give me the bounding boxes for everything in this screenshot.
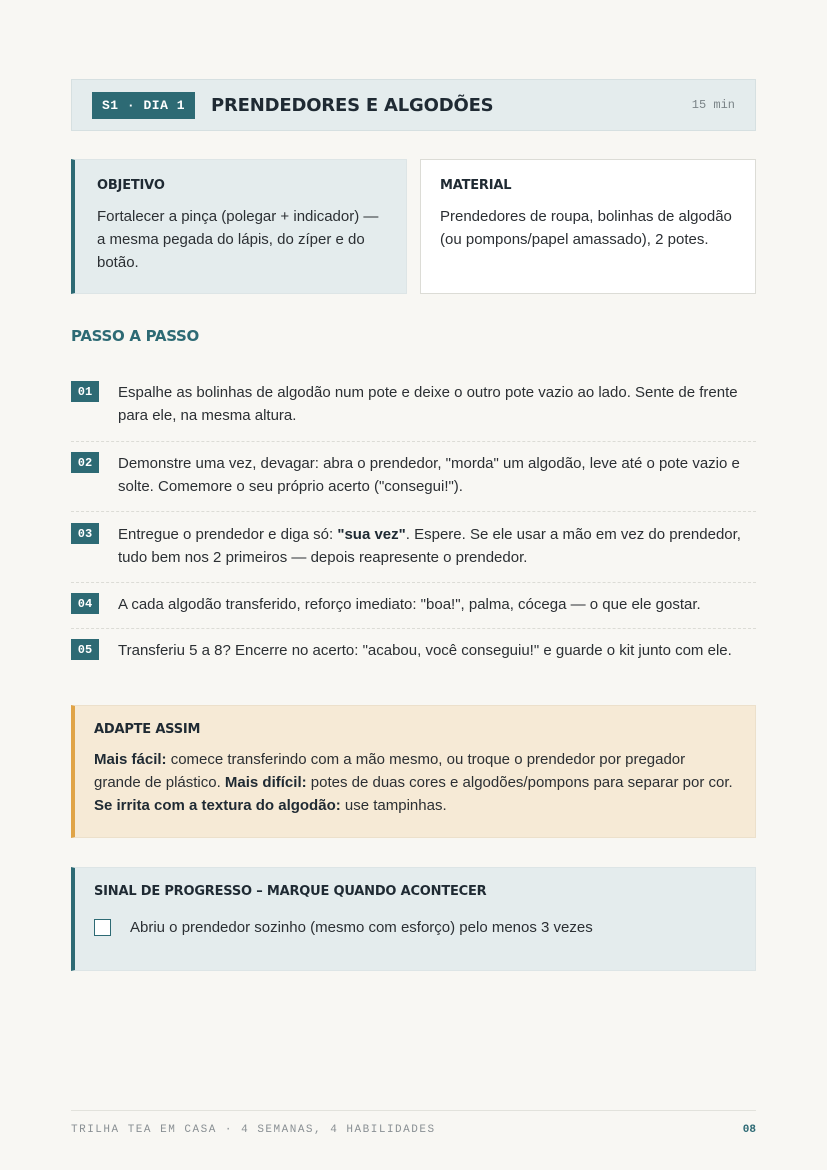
step-item xyxy=(71,512,756,583)
activity-title: PRENDEDORES E ALGODÕES xyxy=(211,94,494,116)
progress-checkbox[interactable] xyxy=(94,919,111,936)
step-text-emphasis: "sua vez" xyxy=(337,526,406,543)
progress-box xyxy=(71,867,756,971)
page-number: 08 xyxy=(742,1124,756,1136)
step-number: 05 xyxy=(71,639,99,660)
step-item xyxy=(71,629,756,662)
progress-label: SINAL DE PROGRESSO – MARQUE QUANDO ACONTECER xyxy=(94,884,487,899)
step-text xyxy=(118,523,756,569)
footer-title: TRILHA TEA EM CASA · 4 SEMANAS, 4 HABILIDADES xyxy=(71,1124,436,1136)
step-text-part: . Espere. Se ele usar a mão em vez do prendedor, tudo bem nos 2 primeiros — depois reapresente o prendedor. xyxy=(118,526,741,566)
objective-box xyxy=(71,159,407,294)
step-number: 02 xyxy=(71,452,99,473)
objective-text: Fortalecer a pinça (polegar + indicador) — a mesma pegada do lápis, do zíper e do botão. xyxy=(97,208,379,271)
easier-text: comece transferindo com a mão mesmo, ou troque o prendedor por pregador grande de plástico. xyxy=(94,751,686,791)
step-text: Transferiu 5 a 8? Encerre no acerto: "acabou, você conseguiu!" e guarde o kit junto com ele. xyxy=(118,642,732,659)
step-number: 04 xyxy=(71,593,99,614)
step-number: 01 xyxy=(71,381,99,402)
adapt-label: ADAPTE ASSIM xyxy=(94,722,201,737)
step-item xyxy=(71,442,756,512)
step-item xyxy=(71,378,756,442)
objective-label: OBJETIVO xyxy=(97,178,165,193)
texture-label: Se irrita com a textura do algodão: xyxy=(94,797,341,814)
adapt-box xyxy=(71,705,756,838)
adapt-text xyxy=(94,748,736,817)
easier-label: Mais fácil: xyxy=(94,751,167,768)
day-badge: S1 · DIA 1 xyxy=(92,92,195,119)
steps-title: PASSO A PASSO xyxy=(71,327,199,345)
page-footer xyxy=(71,1110,756,1136)
harder-text: potes de duas cores e algodões/pompons para separar por cor. xyxy=(306,774,733,791)
harder-label: Mais difícil: xyxy=(224,774,307,791)
step-text: Demonstre uma vez, devagar: abra o prendedor, "morda" um algodão, leve até o pote vazio e solte. Comemore o seu próprio acerto ("consegui!"). xyxy=(118,455,740,495)
step-text: Espalhe as bolinhas de algodão num pote e deixe o outro pote vazio ao lado. Sente de frente para ele, na mesma altura. xyxy=(118,384,738,424)
progress-item[interactable] xyxy=(94,919,736,936)
texture-text: use tampinhas. xyxy=(340,797,447,814)
step-text: A cada algodão transferido, reforço imediato: "boa!", palma, cócega — o que ele gostar. xyxy=(118,596,701,613)
steps-list xyxy=(71,378,756,662)
material-text: Prendedores de roupa, bolinhas de algodão (ou pompons/papel amassado), 2 potes. xyxy=(440,208,732,248)
duration-label: 15 min xyxy=(691,98,735,112)
session-header xyxy=(71,79,756,131)
material-label: MATERIAL xyxy=(440,178,512,193)
step-text-part: Entregue o prendedor e diga só: xyxy=(118,526,338,543)
material-box xyxy=(420,159,756,294)
progress-item-label: Abriu o prendedor sozinho (mesmo com esforço) pelo menos 3 vezes xyxy=(130,919,593,936)
step-item xyxy=(71,583,756,629)
step-number: 03 xyxy=(71,523,99,544)
